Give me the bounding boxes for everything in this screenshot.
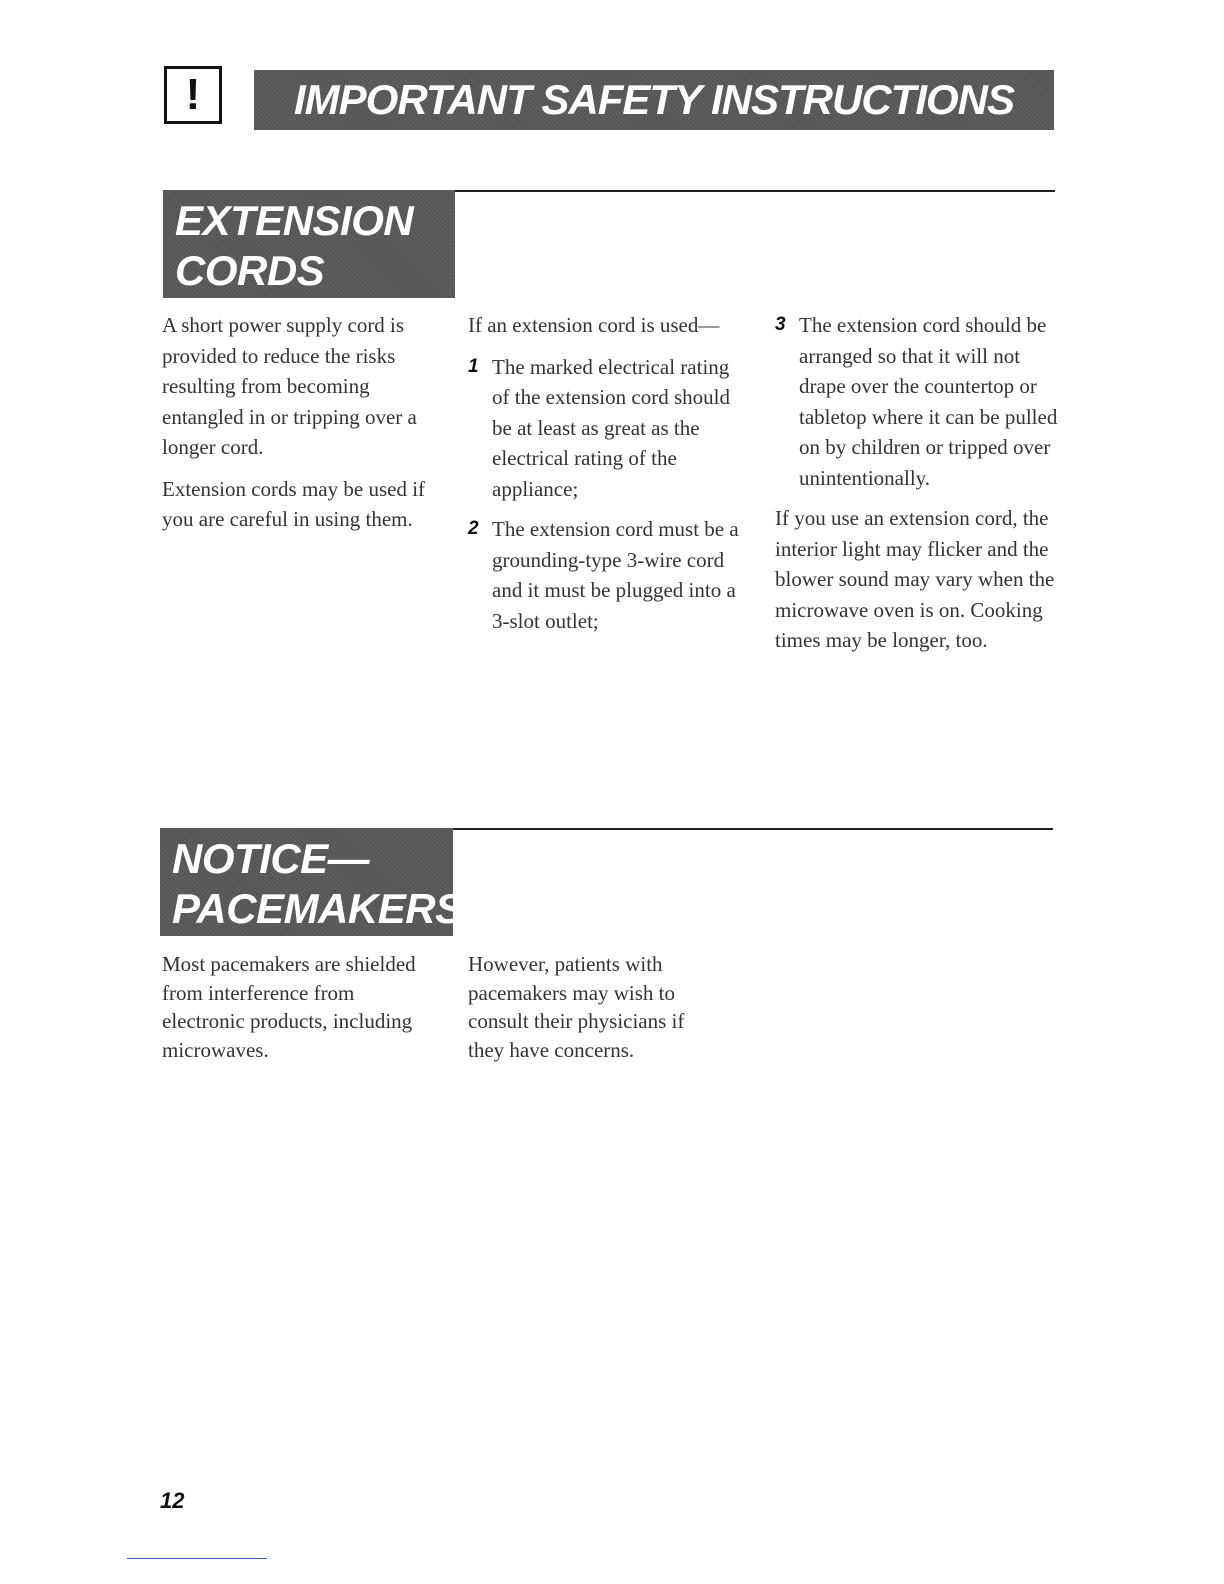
pacemakers-col1 [162,950,432,1075]
list-item [775,310,1060,493]
extension-cords-rule [455,190,1055,192]
list-item-number: 3 [775,314,786,335]
extension-cords-heading-line1: EXTENSION [175,197,414,244]
paragraph: If you use an extension cord, the interior light may flicker and the blower sound may vary when the microwave oven is on. Cooking times may be longer, too. [775,506,1055,652]
extension-cords-heading [163,190,455,298]
list-intro: If an extension cord is used— [468,313,720,337]
page-number: 12 [160,1488,185,1513]
list-item-number: 2 [468,518,479,539]
warning-icon [164,66,222,124]
extension-cords-col2 [468,310,748,646]
extension-cords-heading-line2: CORDS [175,247,325,294]
extension-cords-col3 [775,310,1060,667]
list-item-text: The extension cord must be a grounding-type 3-wire cord and it must be plugged into a 3-slot outlet; [492,517,739,633]
pacemakers-rule [453,828,1053,830]
pacemakers-col2 [468,950,718,1075]
list-item-text: The marked electrical rating of the extension cord should be at least as great as the electrical rating of the appliance; [492,354,730,501]
bottom-underline [127,1558,267,1559]
exclamation-mark: ! [185,70,201,119]
list-item [468,514,748,636]
list-item [468,352,748,505]
pacemakers-heading-line2: PACEMAKERS [172,885,463,932]
list-item-number: 1 [468,355,479,377]
list-item-text: The extension cord should be arranged so that it will not drape over the countertop or tabletop where it can be pulled on by children or tripped over unintentionally. [799,313,1058,490]
paragraph: However, patients with pacemakers may wish to consult their physicians if they have concerns. [468,952,685,1062]
pacemakers-heading [160,828,463,936]
header-banner [254,70,1054,130]
paragraph: Extension cords may be used if you are careful in using them. [162,476,426,531]
paragraph: A short power supply cord is provided to reduce the risks resulting from becoming entangled in or tripping over a longer cord. [162,313,417,459]
paragraph: Most pacemakers are shielded from interference from electronic products, including microwaves. [162,952,416,1062]
extension-cords-col1 [162,310,452,546]
page-title: IMPORTANT SAFETY INSTRUCTIONS [293,76,1015,123]
pacemakers-heading-line1: NOTICE— [172,835,370,882]
